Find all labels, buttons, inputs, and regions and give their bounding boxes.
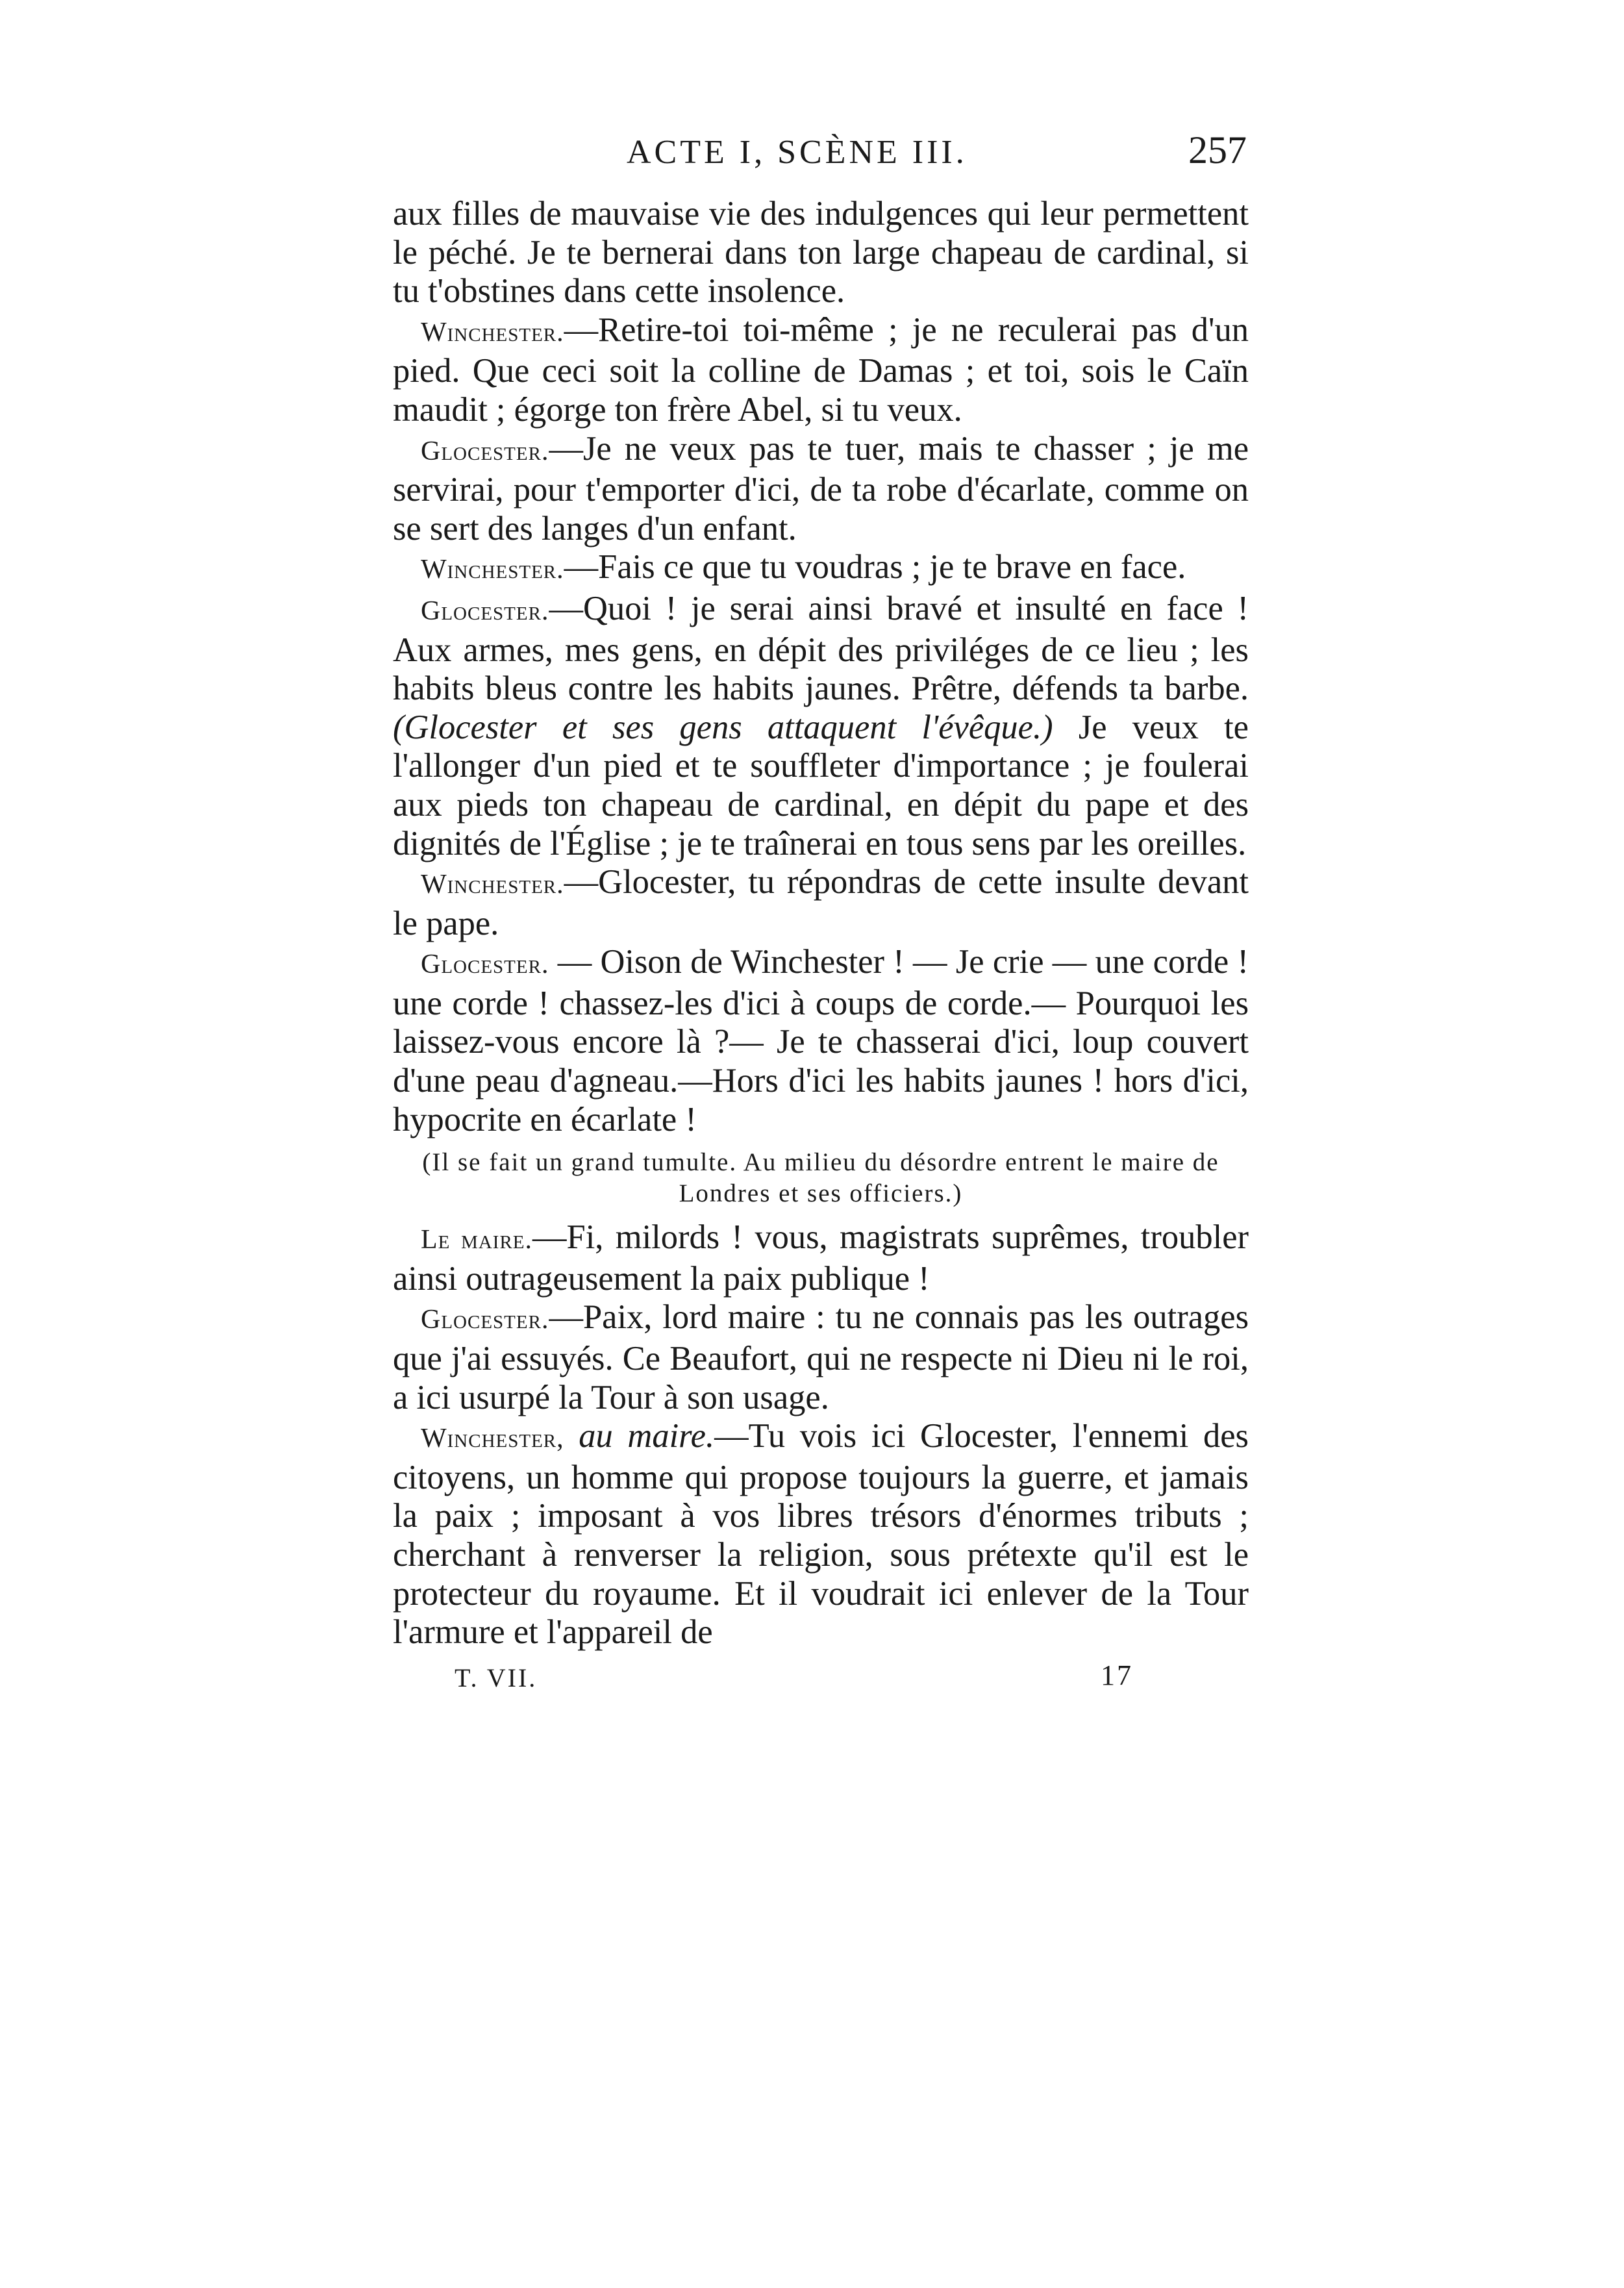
page-number: 257 [1188, 129, 1247, 171]
speech-winchester-3 [393, 863, 1249, 943]
inline-stage-direction: au maire. [564, 1417, 715, 1455]
speaker-name: Le maire. [421, 1225, 533, 1255]
speech-text: —Fais ce que tu voudras ; je te brave en face. [564, 548, 1186, 586]
speaker-name: Winchester. [421, 317, 564, 347]
speech-text: —Paix, lord maire : tu ne connais pas les outrages que j'ai essuyés. Ce Beaufort, qui ne respecte ni Dieu ni le roi, a ici usurpé la Tour à son usage. [393, 1298, 1249, 1416]
speech-glocester-1 [393, 430, 1249, 549]
speaker-name: Glocester. [421, 949, 549, 980]
speech-text: —Tu vois ici Glocester, l'ennemi des citoyens, un homme qui propose toujours la guerre, et jamais la paix ; imposant à vos libres trésors d'énormes tributs ; cherchant à renverser la religion, sous prétexte qu'il est le protecteur du royaume. Et il voudrait ici enlever de la Tour l'armure et l'appareil de [393, 1417, 1249, 1652]
stage-direction: (Il se fait un grand tumulte. Au milieu du désordre entrent le maire de Londres et ses officiers.) [422, 1148, 1219, 1208]
speaker-name: Winchester, [421, 1424, 564, 1454]
speech-maire [393, 1218, 1249, 1298]
speaker-name: Glocester. [421, 1305, 549, 1335]
speech-winchester-1 [393, 311, 1249, 430]
speaker-name: Glocester. [421, 596, 549, 626]
speaker-name: Glocester. [421, 436, 549, 466]
page-header [396, 129, 1253, 185]
volume-signature: T. VII. [455, 1663, 538, 1692]
page-footer [455, 1659, 1136, 1702]
body-text [393, 195, 1249, 1652]
speech-glocester-3 [393, 943, 1249, 1139]
speech-text: —Fi, milords ! vous, magistrats suprêmes, troubler ainsi outrageusement la paix publique ! [393, 1218, 1249, 1298]
speaker-name: Winchester. [421, 870, 564, 900]
speech-text: —Retire-toi toi-même ; je ne reculerai pas d'un pied. Que ceci soit la colline de Damas ; et toi, sois le Caïn maudit ; égorge ton frère Abel, si tu veux. [393, 310, 1249, 429]
speech-glocester-4 [393, 1298, 1249, 1417]
speech-winchester-4 [393, 1417, 1249, 1652]
sheet-number: 17 [1101, 1659, 1133, 1691]
speech-text: —Glocester, tu répondras de cette insulte devant le pape. [393, 863, 1249, 942]
speech-text: Je veux te l'allonger d'un pied et te souffleter d'importance ; je foulerai aux pieds ton chapeau de cardinal, en dépit du pape et des dignités de l'Église ; je te traînerai en tous sens par les oreilles. [393, 708, 1249, 862]
paragraph: aux filles de mauvaise vie des indulgences qui leur permettent le péché. Je te bernerai dans ton large chapeau de cardinal, si tu t'obstines dans cette insolence. [393, 195, 1249, 310]
inline-stage-direction: (Glocester et ses gens attaquent l'évêque.) [393, 708, 1053, 746]
speech-text: — Oison de Winchester ! — Je crie — une corde ! une corde ! chassez-les d'ici à coups de corde.— Pourquoi les laissez-vous encore là ?— Je te chasserai d'ici, loup couvert d'une peau d'agneau.—Hors d'ici les habits jaunes ! hors d'ici, hypocrite en écarlate ! [393, 943, 1249, 1138]
speaker-name: Winchester. [421, 555, 564, 585]
speech-text: —Quoi ! je serai ainsi bravé et insulté en face ! Aux armes, mes gens, en dépit des priviléges de ce lieu ; les habits bleus contre les habits jaunes. Prêtre, défends ta barbe. [393, 589, 1249, 708]
speech-text: —Je ne veux pas te tuer, mais te chasser ; je me servirai, pour t'emporter d'ici, de ta robe d'écarlate, comme on se sert des langes d'un enfant. [393, 429, 1249, 547]
speech-glocester-2 [393, 590, 1249, 863]
speech-winchester-2 [393, 548, 1249, 590]
running-head: ACTE I, SCÈNE III. [627, 134, 968, 171]
